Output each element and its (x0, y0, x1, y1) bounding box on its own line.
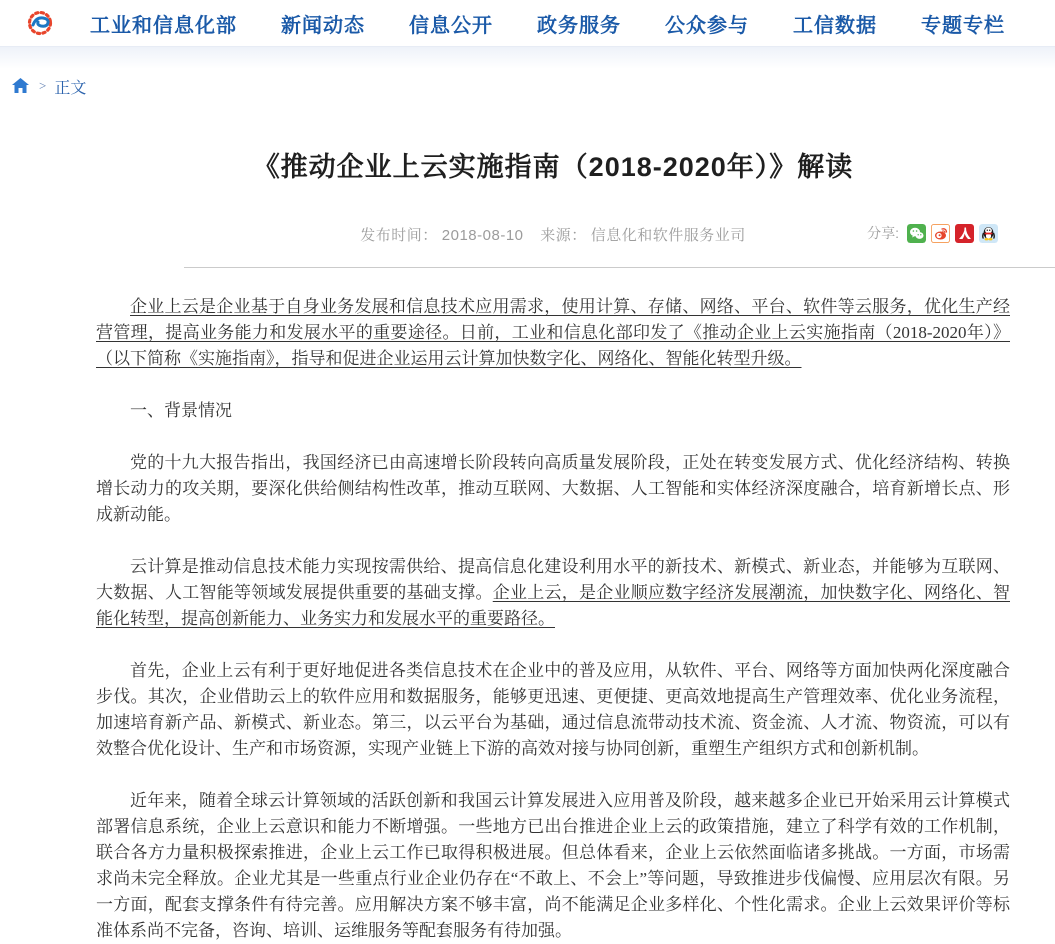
publish-time-label: 发布时间： (360, 227, 438, 244)
home-icon[interactable] (12, 78, 29, 94)
article-paragraph (96, 658, 1010, 762)
share-box (867, 223, 998, 243)
share-label: 分享: (867, 225, 899, 241)
miit-gear-logo[interactable] (26, 9, 54, 37)
article-paragraph (96, 554, 1010, 632)
breadcrumb (0, 69, 1055, 97)
nav-item-5[interactable]: 工信数据 (793, 14, 877, 37)
article (0, 145, 1055, 944)
article-paragraph (96, 788, 1010, 944)
article-paragraph (96, 450, 1010, 528)
paragraph-segment: 一、背景情况 (130, 401, 232, 420)
breadcrumb-current: 正文 (54, 79, 87, 97)
nav-item-2[interactable]: 信息公开 (409, 14, 493, 37)
page-title: 《推动企业上云实施指南（2018-2020年）》解读 (252, 152, 854, 182)
qq-share-icon[interactable] (979, 224, 998, 243)
paragraph-segment: 党的十九大报告指出，我国经济已由高速增长阶段转向高质量发展阶段，正处在转变发展方式、优化经济结构、转换增长动力的攻关期，要深化供给侧结构性改革，推动互联网、大数据、人工智能和实体经济深度融合，培育新增长点、形成新动能。 (96, 453, 1010, 524)
source-value: 信息化和软件服务业司 (590, 227, 746, 244)
paragraph-segment: 近年来，随着全球云计算领域的活跃创新和我国云计算发展进入应用普及阶段，越来越多企业已开始采用云计算模式部署信息系统，企业上云意识和能力不断增强。一些地方已出台推进企业上云的政策措施，建立了科学有效的工作机制，联合各方力量积极探索推进，企业上云工作已取得积极进展。但总体看来，企业上云依然面临诸多挑战。一方面，市场需求尚未完全释放。企业尤其是一些重点行业企业仍存在“不敢上、不会上”等问题，导致推进步伐偏慢、应用层次有限。另一方面，配套支撑条件有待完善。应用解决方案不够丰富，尚不能满足企业多样化、个性化需求。企业上云效果评价等标准体系尚不完备，咨询、培训、运维服务等配套服务有待加强。 (96, 791, 1010, 940)
nav-item-1[interactable]: 新闻动态 (281, 14, 365, 37)
paragraph-segment: 云计算是推动信息技术能力实现按需供给、提高信息化建设利用水平的新技术、新模式、新业态，并能够为互联网、大数据、人工智能等领域发展提供重要的基础支撑。 (96, 557, 1010, 602)
nav-item-6[interactable]: 专题专栏 (921, 14, 1005, 37)
article-meta-row (96, 224, 1010, 246)
nav-item-0[interactable]: 工业和信息化部 (90, 14, 237, 37)
title-divider (184, 267, 1055, 268)
publish-date: 2018-08-10 (441, 227, 524, 244)
top-nav (0, 0, 1055, 47)
breadcrumb-separator: > (39, 78, 47, 93)
wechat-share-icon[interactable] (907, 224, 926, 243)
nav-menu (90, 9, 1005, 38)
paragraph-segment: 首先，企业上云有利于更好地促进各类信息技术在企业中的普及应用，从软件、平台、网络等方面加快两化深度融合步伐。其次，企业借助云上的软件应用和数据服务，能够更迅速、更便捷、更高效地提高生产管理效率、优化业务流程，加速培育新产品、新模式、新业态。第三，以云平台为基础，通过信息流带动技术流、资金流、人才流、物资流，可以有效整合优化设计、生产和市场资源，实现产业链上下游的高效对接与协同创新，重塑生产组织方式和创新机制。 (96, 661, 1010, 758)
header-gradient (0, 47, 1055, 69)
paragraph-segment: 企业上云，是企业顺应数字经济发展潮流，加快数字化、网络化、智能化转型，提高创新能力、业务实力和发展水平的重要路径。 (96, 583, 1010, 628)
nav-item-4[interactable]: 公众参与 (665, 14, 749, 37)
weibo-share-icon[interactable] (931, 224, 950, 243)
paragraph-segment: 企业上云是企业基于自身业务发展和信息技术应用需求，使用计算、存储、网络、平台、软件等云服务，优化生产经营管理，提高业务能力和发展水平的重要途径。日前，工业和信息化部印发了《推动企业上云实施指南（2018-2020年）》（以下简称《实施指南》，指导和促进企业运用云计算加快数字化、网络化、智能化转型升级。 (96, 297, 1010, 368)
article-body (96, 294, 1010, 944)
article-paragraph (96, 294, 1010, 372)
people-share-icon[interactable] (955, 224, 974, 243)
nav-item-3[interactable]: 政务服务 (537, 14, 621, 37)
source-label: 来源： (540, 227, 587, 244)
section-heading (96, 398, 1010, 424)
